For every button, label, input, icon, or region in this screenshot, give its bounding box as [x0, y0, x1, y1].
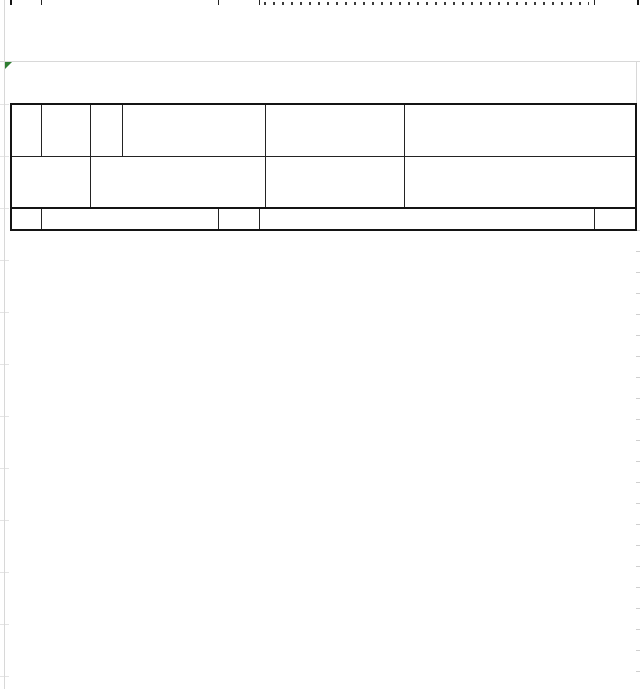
contact-input-cell[interactable]	[404, 104, 636, 156]
spreadsheet-gridline-vertical-right	[636, 62, 637, 104]
id-number-label	[11, 156, 90, 208]
id-number-input-cell[interactable]	[90, 156, 265, 208]
name-label	[11, 104, 41, 156]
info-row-2	[11, 156, 636, 208]
address-label	[265, 156, 404, 208]
clipped-col-border	[218, 0, 220, 5]
clipped-partial-row	[10, 0, 639, 5]
gender-input-cell[interactable]	[122, 104, 265, 156]
clipped-text-fragment	[264, 2, 589, 5]
spreadsheet-row-ticks-right	[636, 230, 640, 682]
address-input-cell[interactable]	[404, 156, 636, 208]
table-header-row	[11, 208, 636, 230]
header-content	[41, 208, 218, 230]
header-points	[594, 208, 636, 230]
contact-label	[265, 104, 404, 156]
header-criteria	[259, 208, 594, 230]
spreadsheet-gridline-horizontal	[0, 61, 640, 62]
name-input-cell[interactable]	[41, 104, 90, 156]
clipped-col-border	[259, 0, 261, 5]
header-item	[11, 208, 41, 230]
header-score	[218, 208, 259, 230]
excel-error-flag-icon	[5, 62, 12, 69]
info-row-1	[11, 104, 636, 156]
personal-info-table	[10, 103, 637, 209]
clipped-col-border	[41, 0, 43, 5]
gender-label	[90, 104, 122, 156]
assessment-criteria-table	[10, 207, 637, 231]
clipped-col-border	[594, 0, 596, 5]
spreadsheet-row-ticks-left	[0, 104, 9, 682]
